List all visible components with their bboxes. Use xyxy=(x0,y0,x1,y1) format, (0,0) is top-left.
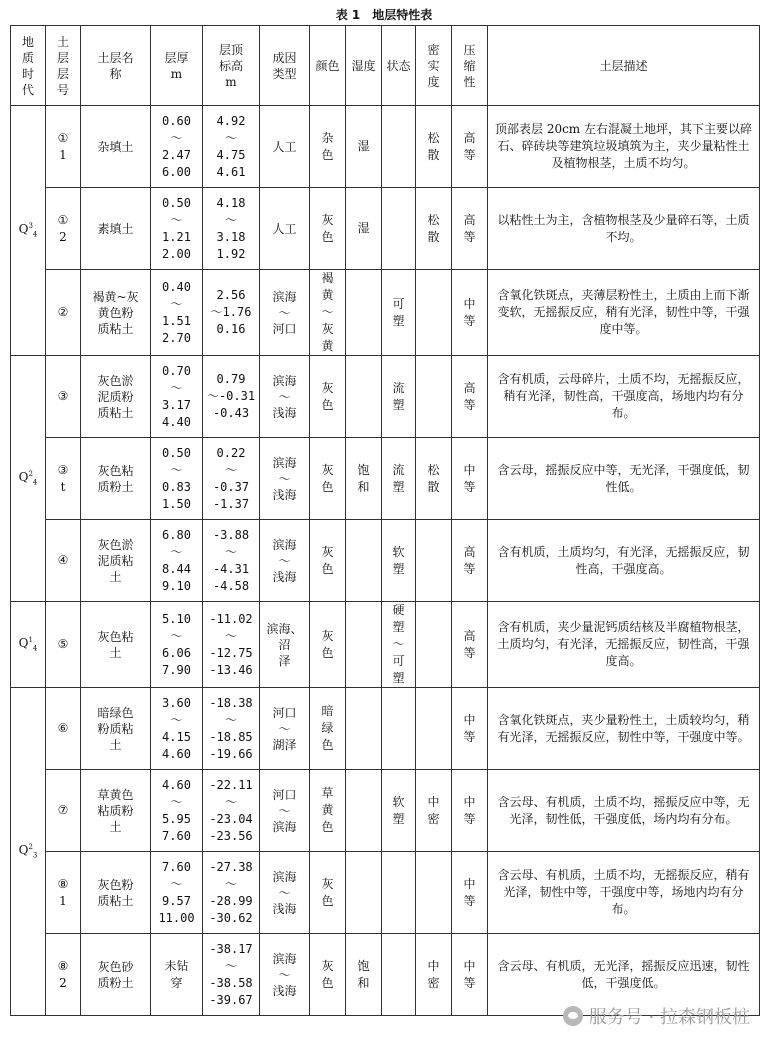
compressibility-cell: 中 等 xyxy=(452,852,488,934)
description-cell: 含云母，摇振反应中等，无光泽，干强度低，韧性低。 xyxy=(488,438,760,520)
soil-state-cell: 流 塑 xyxy=(382,356,416,438)
compressibility-cell: 中 等 xyxy=(452,438,488,520)
soil-state-cell xyxy=(382,688,416,770)
geologic-era-cell xyxy=(11,602,46,688)
top-elevation-cell: -18.38 ～ -18.85 -19.66 xyxy=(203,688,260,770)
layer-number-cell: ① 2 xyxy=(46,188,81,270)
description-cell: 顶部表层 20cm 左右混凝土地坪，其下主要以碎石、碎砖块等建筑垃圾填筑为主，夹少量粘性土及植物根茎，土质不均匀。 xyxy=(488,106,760,188)
compressibility-cell: 中 等 xyxy=(452,270,488,356)
layer-number-cell: ⑧ 2 xyxy=(46,934,81,1016)
origin-type-cell: 滨海 ～ 浅海 xyxy=(260,356,310,438)
compressibility-cell: 中 等 xyxy=(452,934,488,1016)
humidity-cell: 湿 xyxy=(346,188,382,270)
header-row xyxy=(11,26,760,106)
origin-type-cell: 滨海 ～ 浅海 xyxy=(260,934,310,1016)
era-subscript: 4 xyxy=(32,644,38,653)
wechat-icon xyxy=(563,1006,583,1026)
table-caption: 表 1 地层特性表 xyxy=(335,8,433,22)
top-elevation-cell: -38.17 ～ -38.58 -39.67 xyxy=(203,934,260,1016)
thickness-cell: 4.60 ～ 5.95 7.60 xyxy=(151,770,203,852)
humidity-cell xyxy=(346,356,382,438)
top-elevation-cell: 2.56 ～1.76 0.16 xyxy=(203,270,260,356)
header-state: 状态 xyxy=(382,26,416,106)
density-cell: 松 散 xyxy=(416,106,452,188)
thickness-cell: 未钻 穿 xyxy=(151,934,203,1016)
layer-name-cell: 灰色淤 泥质粉 质粘土 xyxy=(81,356,151,438)
density-cell xyxy=(416,520,452,602)
soil-state-cell: 软 塑 xyxy=(382,520,416,602)
era-superscript: 2 xyxy=(28,470,33,479)
layer-number-cell: ② xyxy=(46,270,81,356)
thickness-cell: 0.60 ～ 2.47 6.00 xyxy=(151,106,203,188)
description-cell: 含有机质，夹少量泥钙质结核及半腐植物根茎，土质均匀，有光泽，无摇振反应，韧性高，干强度高。 xyxy=(488,602,760,688)
soil-state-cell: 可 塑 xyxy=(382,270,416,356)
origin-type-cell: 河口 ～ 滨海 xyxy=(260,770,310,852)
origin-type-cell: 河口 ～ 湖泽 xyxy=(260,688,310,770)
layer-name-cell: 灰色淤 泥质粘 土 xyxy=(81,520,151,602)
layer-number-cell: ⑥ xyxy=(46,688,81,770)
thickness-cell: 6.80 ～ 8.44 9.10 xyxy=(151,520,203,602)
soil-state-cell xyxy=(382,188,416,270)
compressibility-cell: 高 等 xyxy=(452,188,488,270)
top-elevation-cell: -27.38 ～ -28.99 -30.62 xyxy=(203,852,260,934)
thickness-cell: 0.50 ～ 1.21 2.00 xyxy=(151,188,203,270)
soil-color-cell: 灰 色 xyxy=(310,356,346,438)
table-row xyxy=(11,520,760,602)
header-top-elevation: 层顶 标高 m xyxy=(203,26,260,106)
header-color: 颜色 xyxy=(310,26,346,106)
header-description: 土层描述 xyxy=(488,26,760,106)
era-superscript: 1 xyxy=(28,636,33,645)
era-subscript: 4 xyxy=(32,478,38,487)
table-row xyxy=(11,852,760,934)
era-superscript: 2 xyxy=(28,843,33,852)
humidity-cell xyxy=(346,688,382,770)
table-body xyxy=(11,106,760,1016)
table-row xyxy=(11,438,760,520)
soil-color-cell: 暗 绿 色 xyxy=(310,688,346,770)
soil-color-cell: 灰 色 xyxy=(310,438,346,520)
description-cell: 含有机质，云母碎片，土质不均，无摇振反应，稍有光泽，韧性高，干强度高，场地内均有分布。 xyxy=(488,356,760,438)
table-row xyxy=(11,106,760,188)
layer-number-cell: ③ xyxy=(46,356,81,438)
soil-color-cell: 灰 色 xyxy=(310,520,346,602)
thickness-cell: 0.40 ～ 1.51 2.70 xyxy=(151,270,203,356)
layer-number-cell: ④ xyxy=(46,520,81,602)
thickness-cell: 0.70 ～ 3.17 4.40 xyxy=(151,356,203,438)
layer-number-cell: ⑧ 1 xyxy=(46,852,81,934)
compressibility-cell: 中 等 xyxy=(452,688,488,770)
humidity-cell xyxy=(346,520,382,602)
soil-state-cell xyxy=(382,106,416,188)
density-cell xyxy=(416,270,452,356)
compressibility-cell: 中 等 xyxy=(452,770,488,852)
origin-type-cell: 人工 xyxy=(260,188,310,270)
density-cell: 松 散 xyxy=(416,438,452,520)
era-symbol: Q xyxy=(18,843,29,858)
soil-color-cell: 褐 黄 ～ 灰 黄 xyxy=(310,270,346,356)
humidity-cell xyxy=(346,770,382,852)
layer-name-cell: 灰色粘 质粉土 xyxy=(81,438,151,520)
layer-name-cell: 素填土 xyxy=(81,188,151,270)
era-symbol: Q xyxy=(18,470,29,485)
density-cell xyxy=(416,688,452,770)
table-row xyxy=(11,688,760,770)
table-row xyxy=(11,356,760,438)
header-era: 地 质 时 代 xyxy=(11,26,46,106)
layer-name-cell: 褐黄~灰 黄色粉 质粘土 xyxy=(81,270,151,356)
thickness-cell: 5.10 ～ 6.06 7.90 xyxy=(151,602,203,688)
density-cell xyxy=(416,602,452,688)
description-cell: 含氧化铁斑点，夹薄层粉性土，土质由上而下渐变软，无摇振反应，稍有光泽，韧性中等，干强度中等。 xyxy=(488,270,760,356)
header-origin: 成因 类型 xyxy=(260,26,310,106)
top-elevation-cell: 0.79 ～-0.31 -0.43 xyxy=(203,356,260,438)
soil-color-cell: 灰 色 xyxy=(310,602,346,688)
layer-number-cell: ⑤ xyxy=(46,602,81,688)
humidity-cell xyxy=(346,602,382,688)
header-compressibility: 压 缩 性 xyxy=(452,26,488,106)
soil-color-cell: 灰 色 xyxy=(310,188,346,270)
layer-name-cell: 草黄色 粘质粉 土 xyxy=(81,770,151,852)
compressibility-cell: 高 等 xyxy=(452,106,488,188)
soil-state-cell: 流 塑 xyxy=(382,438,416,520)
era-symbol: Q xyxy=(18,222,29,237)
soil-state-cell xyxy=(382,934,416,1016)
origin-type-cell: 滨海 ～ 浅海 xyxy=(260,438,310,520)
description-cell: 以粘性土为主，含植物根茎及少量碎石等，土质不均。 xyxy=(488,188,760,270)
top-elevation-cell: 0.22 ～ -0.37 -1.37 xyxy=(203,438,260,520)
soil-state-cell: 硬 塑 ～ 可 塑 xyxy=(382,602,416,688)
table-row xyxy=(11,602,760,688)
thickness-cell: 0.50 ～ 0.83 1.50 xyxy=(151,438,203,520)
layer-number-cell: ③ t xyxy=(46,438,81,520)
header-thickness: 层厚 m xyxy=(151,26,203,106)
soil-color-cell: 杂 色 xyxy=(310,106,346,188)
watermark-text: 服务号 · 拉森钢板桩 xyxy=(588,1007,750,1028)
header-humidity: 湿度 xyxy=(346,26,382,106)
layer-name-cell: 灰色砂 质粉土 xyxy=(81,934,151,1016)
humidity-cell: 湿 xyxy=(346,106,382,188)
layer-name-cell: 灰色粉 质粘土 xyxy=(81,852,151,934)
compressibility-cell: 高 等 xyxy=(452,356,488,438)
origin-type-cell: 人工 xyxy=(260,106,310,188)
soil-color-cell: 灰 色 xyxy=(310,852,346,934)
description-cell: 含云母、有机质，无光泽，摇振反应迅速，韧性低，干强度低。 xyxy=(488,934,760,1016)
table-row xyxy=(11,188,760,270)
description-cell: 含云母、有机质，土质不均，摇振反应中等，无光泽，韧性低，干强度低，场内均有分布。 xyxy=(488,770,760,852)
soil-color-cell: 草 黄 色 xyxy=(310,770,346,852)
soil-state-cell xyxy=(382,852,416,934)
era-subscript: 4 xyxy=(32,230,38,239)
layer-name-cell: 灰色粘 土 xyxy=(81,602,151,688)
watermark xyxy=(563,1003,750,1029)
geologic-era-cell xyxy=(11,688,46,1016)
compressibility-cell: 高 等 xyxy=(452,602,488,688)
era-subscript: 3 xyxy=(32,851,38,860)
density-cell xyxy=(416,356,452,438)
humidity-cell xyxy=(346,270,382,356)
layer-name-cell: 杂填土 xyxy=(81,106,151,188)
era-superscript: 3 xyxy=(28,222,33,231)
origin-type-cell: 滨海 ～ 浅海 xyxy=(260,852,310,934)
density-cell xyxy=(416,852,452,934)
layer-number-cell: ① 1 xyxy=(46,106,81,188)
top-elevation-cell: 4.92 ～ 4.75 4.61 xyxy=(203,106,260,188)
era-symbol: Q xyxy=(18,636,29,651)
header-layer-no: 土 层 层 号 xyxy=(46,26,81,106)
header-density: 密 实 度 xyxy=(416,26,452,106)
header-layer-name: 土层名 称 xyxy=(81,26,151,106)
layer-number-cell: ⑦ xyxy=(46,770,81,852)
thickness-cell: 3.60 ～ 4.15 4.60 xyxy=(151,688,203,770)
density-cell: 中 密 xyxy=(416,934,452,1016)
layer-name-cell: 暗绿色 粉质粘 土 xyxy=(81,688,151,770)
table-row xyxy=(11,770,760,852)
humidity-cell xyxy=(346,852,382,934)
origin-type-cell: 滨海、 沼 泽 xyxy=(260,602,310,688)
compressibility-cell: 高 等 xyxy=(452,520,488,602)
top-elevation-cell: -22.11 ～ -23.04 -23.56 xyxy=(203,770,260,852)
table-row xyxy=(11,270,760,356)
geologic-era-cell xyxy=(11,356,46,602)
description-cell: 含氧化铁斑点，夹少量粉性土，土质较均匀，稍有光泽，无摇振反应，韧性中等，干强度中等。 xyxy=(488,688,760,770)
description-cell: 含云母、有机质，土质不均，无摇振反应，稍有光泽，韧性中等，干强度中等，场地内均有分布。 xyxy=(488,852,760,934)
soil-color-cell: 灰 色 xyxy=(310,934,346,1016)
thickness-cell: 7.60 ～ 9.57 11.00 xyxy=(151,852,203,934)
soil-state-cell: 软 塑 xyxy=(382,770,416,852)
description-cell: 含有机质，土质均匀，有光泽，无摇振反应，韧性高，干强度高。 xyxy=(488,520,760,602)
top-elevation-cell: 4.18 ～ 3.18 1.92 xyxy=(203,188,260,270)
stratum-properties-table xyxy=(10,25,760,1016)
origin-type-cell: 滨海 ～ 浅海 xyxy=(260,520,310,602)
top-elevation-cell: -11.02 ～ -12.75 -13.46 xyxy=(203,602,260,688)
top-elevation-cell: -3.88 ～ -4.31 -4.58 xyxy=(203,520,260,602)
humidity-cell: 饱 和 xyxy=(346,438,382,520)
origin-type-cell: 滨海 ～ 河口 xyxy=(260,270,310,356)
density-cell: 松 散 xyxy=(416,188,452,270)
geologic-era-cell xyxy=(11,106,46,356)
humidity-cell: 饱 和 xyxy=(346,934,382,1016)
density-cell: 中 密 xyxy=(416,770,452,852)
